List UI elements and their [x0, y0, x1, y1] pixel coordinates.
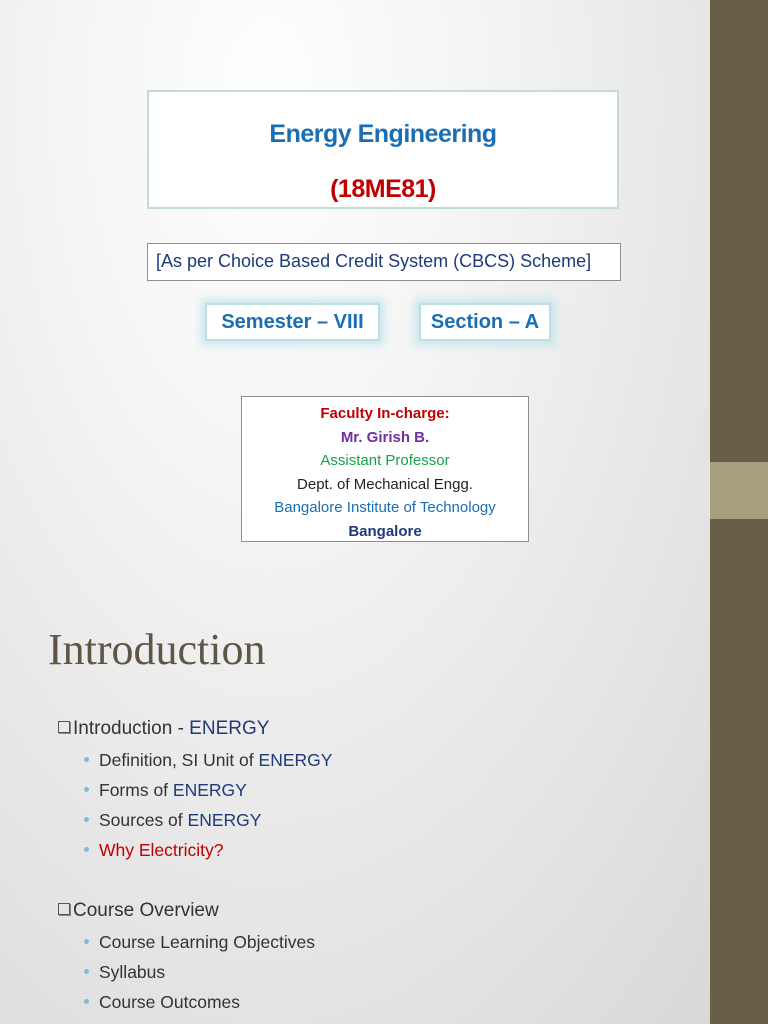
- topic-course-overview: [58, 900, 219, 922]
- intro-heading: Introduction: [48, 625, 266, 674]
- course-title-box: [147, 90, 619, 209]
- list-item: [84, 992, 240, 1013]
- list-item: [84, 780, 247, 801]
- list-item: [84, 840, 223, 861]
- list-item-text: Definition, SI Unit of: [99, 750, 259, 770]
- course-code: (18ME81): [330, 175, 436, 203]
- section-badge: Section – A: [419, 303, 551, 341]
- semester-badge: Semester – VIII: [205, 303, 380, 341]
- faculty-designation: Assistant Professor: [320, 452, 450, 469]
- faculty-heading: Faculty In-charge:: [320, 405, 450, 422]
- bullet-dot-icon: [84, 999, 89, 1004]
- list-item-text: Course Learning Objectives: [99, 932, 315, 952]
- faculty-department: Dept. of Mechanical Engg.: [297, 475, 473, 493]
- faculty-name: Mr. Girish B.: [340, 428, 430, 446]
- topic-introduction: [58, 718, 269, 740]
- list-item-text: Course Outcomes: [99, 992, 241, 1012]
- list-item-highlight: ENERGY: [258, 750, 333, 770]
- list-item-highlight: ENERGY: [187, 810, 262, 830]
- bullet-dot-icon: [84, 757, 89, 762]
- list-item: [84, 932, 315, 953]
- list-item-text: Why Electricity?: [99, 840, 224, 860]
- topic-introduction-label: Introduction -: [73, 718, 190, 739]
- topic-introduction-highlight: ENERGY: [189, 718, 270, 739]
- checkbox-bullet-icon: [58, 903, 70, 915]
- course-title: Energy Engineering: [269, 120, 497, 148]
- topic-course-overview-label: Course Overview: [73, 900, 219, 921]
- list-item: [84, 750, 332, 771]
- scheme-label: [As per Choice Based Credit System (CBCS) Scheme]: [147, 243, 621, 281]
- faculty-institute: Bangalore Institute of Technology: [274, 499, 496, 516]
- bullet-dot-icon: [84, 847, 89, 852]
- list-item-text: Syllabus: [99, 962, 166, 982]
- faculty-city: Bangalore: [348, 522, 422, 540]
- bullet-dot-icon: [84, 939, 89, 944]
- bullet-dot-icon: [84, 787, 89, 792]
- list-item-text: Sources of: [99, 810, 188, 830]
- list-item-text: Forms of: [99, 780, 173, 800]
- bullet-dot-icon: [84, 969, 89, 974]
- list-item: [84, 962, 165, 983]
- list-item-highlight: ENERGY: [172, 780, 247, 800]
- checkbox-bullet-icon: [58, 721, 70, 733]
- bullet-dot-icon: [84, 817, 89, 822]
- list-item: [84, 810, 261, 831]
- faculty-box: [241, 396, 529, 542]
- sidebar-accent: [710, 462, 768, 519]
